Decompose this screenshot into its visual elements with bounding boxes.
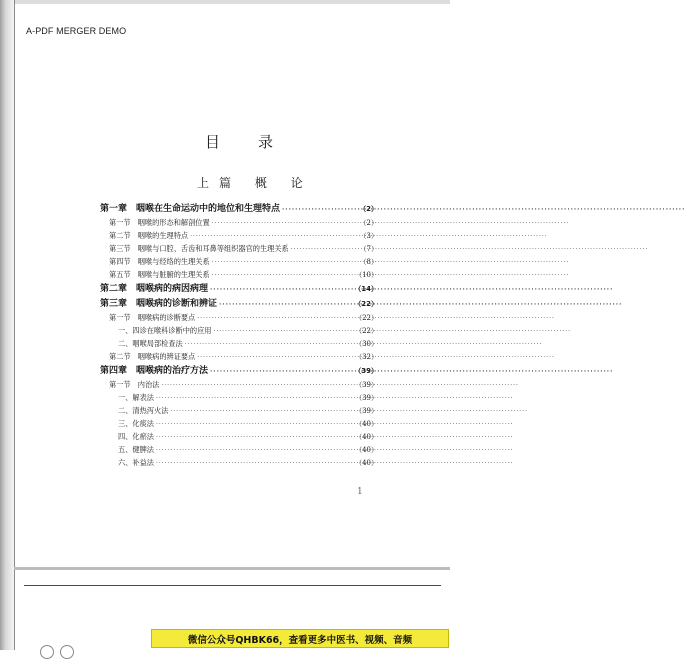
toc-entry-title: 第二章 咽喉病的病因病理 (100, 284, 209, 294)
toc-entry-page: （22） (355, 327, 378, 335)
toc-entry-page: （2） (359, 219, 378, 227)
toc-entry-title: 五、健脾法 (118, 445, 154, 454)
page-thumbnail-circle-icon (40, 645, 54, 659)
toc-entry-page: （8） (359, 258, 378, 266)
toc-entry-title: 四、化瘀法 (118, 432, 154, 441)
toc-entry-page: （22） (354, 300, 378, 308)
toc-entry-title: 一、四诊在喉科诊断中的应用 (118, 326, 212, 335)
toc-entry-title: 六、补益法 (118, 458, 154, 467)
toc-leader-dots (197, 316, 353, 322)
part-subtitle: 上篇 概 论 (197, 176, 313, 190)
toc-entry-page: （10） (355, 271, 378, 279)
toc-entry-page: （39） (354, 367, 378, 375)
toc-entry-page: （3） (359, 232, 378, 240)
toc-leader-dots (156, 422, 353, 428)
toc-leader-dots (212, 260, 358, 266)
toc-entry-page: （2） (359, 205, 378, 213)
toc-entry-title: 第五节 咽喉与脏腑的生理关系 (109, 270, 210, 279)
wechat-promo-banner[interactable]: 微信公众号QHBK66，查看更多中医书、视频、音频 (151, 629, 449, 648)
toc-leader-dots (156, 448, 353, 454)
toc-entry[interactable] (100, 271, 378, 284)
toc-leader-dots (219, 302, 352, 308)
watermark-text: A-PDF MERGER DEMO (26, 26, 127, 36)
toc-leader-dots (212, 221, 358, 227)
table-of-contents (100, 204, 378, 472)
toc-entry-page: （40） (355, 459, 378, 467)
toc-entry-title: 第一节 咽喉病的诊断要点 (109, 313, 196, 322)
toc-entry-page: （30） (355, 340, 378, 348)
toc-entry[interactable] (100, 300, 378, 314)
page-left-shadow (0, 0, 14, 650)
toc-leader-dots (291, 247, 358, 253)
toc-entry-title: 一、解表法 (118, 393, 154, 402)
viewer-top-strip (0, 0, 450, 4)
toc-leader-dots (210, 287, 352, 293)
toc-entry-page: （39） (355, 381, 378, 389)
toc-entry-page: （39） (355, 394, 378, 402)
toc-entry-page: （14） (354, 285, 378, 293)
toc-entry-title: 第四章 咽喉病的治疗方法 (100, 366, 209, 376)
toc-entry-title: 三、化痰法 (118, 419, 154, 428)
toc-entry-page: （40） (355, 446, 378, 454)
toc-leader-dots (212, 273, 353, 279)
toc-entry-title: 第三节 咽喉与口腔、舌齿和耳鼻等组织器官的生理关系 (109, 244, 289, 253)
toc-entry-title: 第一章 咽喉在生命运动中的地位和生理特点 (100, 204, 281, 214)
page-left-edge (14, 0, 15, 650)
toc-leader-dots (170, 409, 353, 415)
toc-leader-dots (197, 355, 353, 361)
toc-entry-page: （7） (359, 245, 378, 253)
toc-entry[interactable] (100, 367, 378, 381)
page-thumbnail-circle-icon (60, 645, 74, 659)
toc-leader-dots (185, 342, 353, 348)
toc-leader-dots (156, 396, 353, 402)
toc-entry-page: （39） (355, 407, 378, 415)
toc-heading-first-char: 目 (205, 133, 221, 151)
toc-leader-dots (190, 234, 357, 240)
toc-entry-title: 第二节 咽喉病的辨证要点 (109, 352, 196, 361)
toc-entry-title: 第四节 咽喉与经络的生理关系 (109, 257, 210, 266)
toc-entry[interactable] (100, 459, 378, 472)
next-page-rule (24, 585, 441, 586)
toc-leader-dots (156, 435, 353, 441)
toc-entry[interactable] (100, 353, 378, 366)
toc-entry-title: 第三章 咽喉病的诊断和辨证 (100, 299, 218, 309)
toc-leader-dots (213, 329, 353, 335)
toc-entry[interactable] (100, 205, 378, 219)
toc-entry[interactable] (100, 285, 378, 299)
toc-entry-page: （40） (355, 420, 378, 428)
toc-entry-page: （32） (355, 353, 378, 361)
toc-leader-dots (210, 369, 352, 375)
page-folio-mark: 1 (357, 487, 363, 497)
toc-entry-page: （22） (355, 314, 378, 322)
toc-heading-second-char: 录 (258, 133, 274, 151)
toc-entry-title: 二、咽喉局部检查法 (118, 339, 183, 348)
toc-entry-title: 二、清热泻火法 (118, 406, 169, 415)
toc-leader-dots (282, 207, 357, 213)
toc-entry-title: 第一节 内治法 (109, 380, 160, 389)
toc-entry-page: （40） (355, 433, 378, 441)
toc-entry-title: 第一节 咽喉的形态和解剖位置 (109, 218, 210, 227)
toc-entry-title: 第二节 咽喉的生理特点 (109, 231, 189, 240)
toc-leader-dots (161, 383, 353, 389)
toc-leader-dots (156, 461, 353, 467)
